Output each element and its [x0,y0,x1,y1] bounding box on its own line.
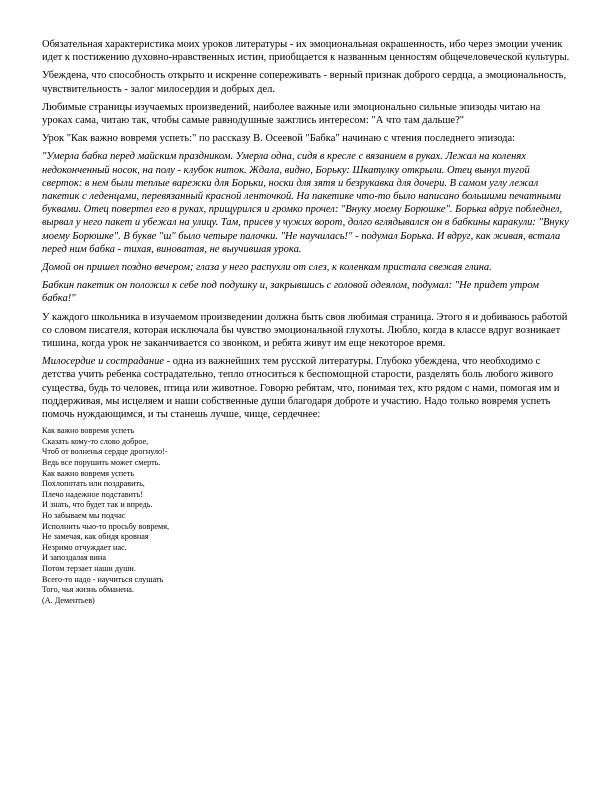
poem-line: Незримо отчуждает нас. [42,542,127,552]
paragraph-favorite-pages: Любимые страницы изучаемых произведений, наиболее важные или эмоционально сильные эпизоды читаю на уроках сама, читаю так, чтобы самые равнодушные зажглись интересом: "А что там дальше?" [42,101,541,127]
poem [42,426,572,606]
poem-line: Ведь все порушить может смерть. [42,458,161,468]
poem-line: Всего-то надо - научиться слушать [42,574,164,584]
quote-under-pillow: Бабкин пакетик он положил к себе под подушку и, закрывшись с головой одеялом, подумал: "Не придет утром бабка!" [42,280,539,305]
poem-line: Исполнить чью-то просьбу вовремя, [42,521,170,531]
quote-story-excerpt: "Умерла бабка перед майским праздником. Умерла одна, сидя в кресле с вязанием в руках. Лежал на коленях недоконченный носок, на полу - клубок ниток. Ждала, видно, Борьку: Шкатулку открыли. Отец вынул тугой сверток: в нем были теплые варежки для Борьки, носки для зятя и безрукавка для дочери. В самом углу лежал пакетик с леденцами, перевязанный красной ленточкой. На пакетике что-то было написано большими печатными буквами. Отец повертел его в руках, прищурился и громко прочел: "Внуку моему Борюшке". Борька вдруг побледнел, вырвал у него пакет и убежал на улицу. Там, присев у чужих ворот, долго вглядывался он в бабкины каракули: "Внуку моему Борюшке". В букве "ш" было четыре палочки. "Не научилась!" - подумал Борька. И вдруг, как живая, встала перед ним бабка - тихая, виноватая, не выучившая урока. [42,151,569,255]
poem-line: Как важно вовремя успеть [42,468,135,478]
poem-line: И запоздалая вина [42,553,106,563]
poem-line: Похлопотать или поздравить, [42,479,145,489]
mercy-text: - одна из важнейших тем русской литературы. Глубоко убеждена, что необходимо с детства учить ребенка сострадательно, тепло относиться к беспомощной старости, разделять боль любого живого существа, будь то человек, птица или животное. Говорю ребятам, что, понимая тех, кто рядом с нами, помогая им и поддерживая, мы исцеляем и наши собственные души благодаря доброте и участию. Надо только вовремя успеть помочь нуждающимся, и ты станешь лучше, чище, сердечнее: [42,356,560,421]
paragraph-mercy [42,355,572,421]
poem-line: Чтоб от волненья сердце дрогнуло!- [42,447,168,457]
quote-came-home: Домой он пришел поздно вечером; глаза у него распухли от слез, к коленкам пристала свежая глина. [42,262,492,274]
poem-line: Потом терзает наши души. [42,564,136,573]
document-body [42,38,572,606]
poem-line: Плечо надежное подставить! [42,489,144,499]
poem-line: И знать, что будет так и впредь. [42,500,153,510]
paragraph-lesson-intro: Урок "Как важно вовремя успеть:" по рассказу В. Осеевой "Бабка" начинаю с чтения последнего эпизода: [42,133,516,145]
paragraph-favorite-page-each-student: У каждого школьника в изучаемом произведении должна быть своя любимая страница. Этого я и добиваюсь работой со словом писателя, которая исключала бы чувство эмоциональной глухоты. Любло, когда в классе вдруг возникает тишина, когда урок не заканчивается со звонком, и ребята живут им еще некоторое время. [42,311,568,350]
poem-line: Но забываем мы подчас [42,511,126,521]
paragraph-emotional-coloring: Обязательная характеристика моих уроков литературы - их эмоциональная окрашенность, ибо через эмоции ученик идет к постижению духовно-нравственных истин, приобщается к названным ценностям общечеловеческой культуры. [42,39,570,64]
paragraph-empathy: Убеждена, что способность открыто и искренне сопереживать - верный признак доброго сердца, а эмоциональность, чувствительность - залог милосердия и добрых дел. [42,70,567,95]
poem-line: Как важно вовремя успеть [42,426,135,436]
poem-line: Сказать кому-то слово доброе, [42,436,149,446]
mercy-heading-italic: Милосердие и сострадание [42,356,165,368]
poem-author: (А. Дементьев) [42,595,95,605]
poem-line: Не замечая, как обидя кровная [42,532,149,542]
poem-line: Того, чья жизнь обманена. [42,585,134,595]
